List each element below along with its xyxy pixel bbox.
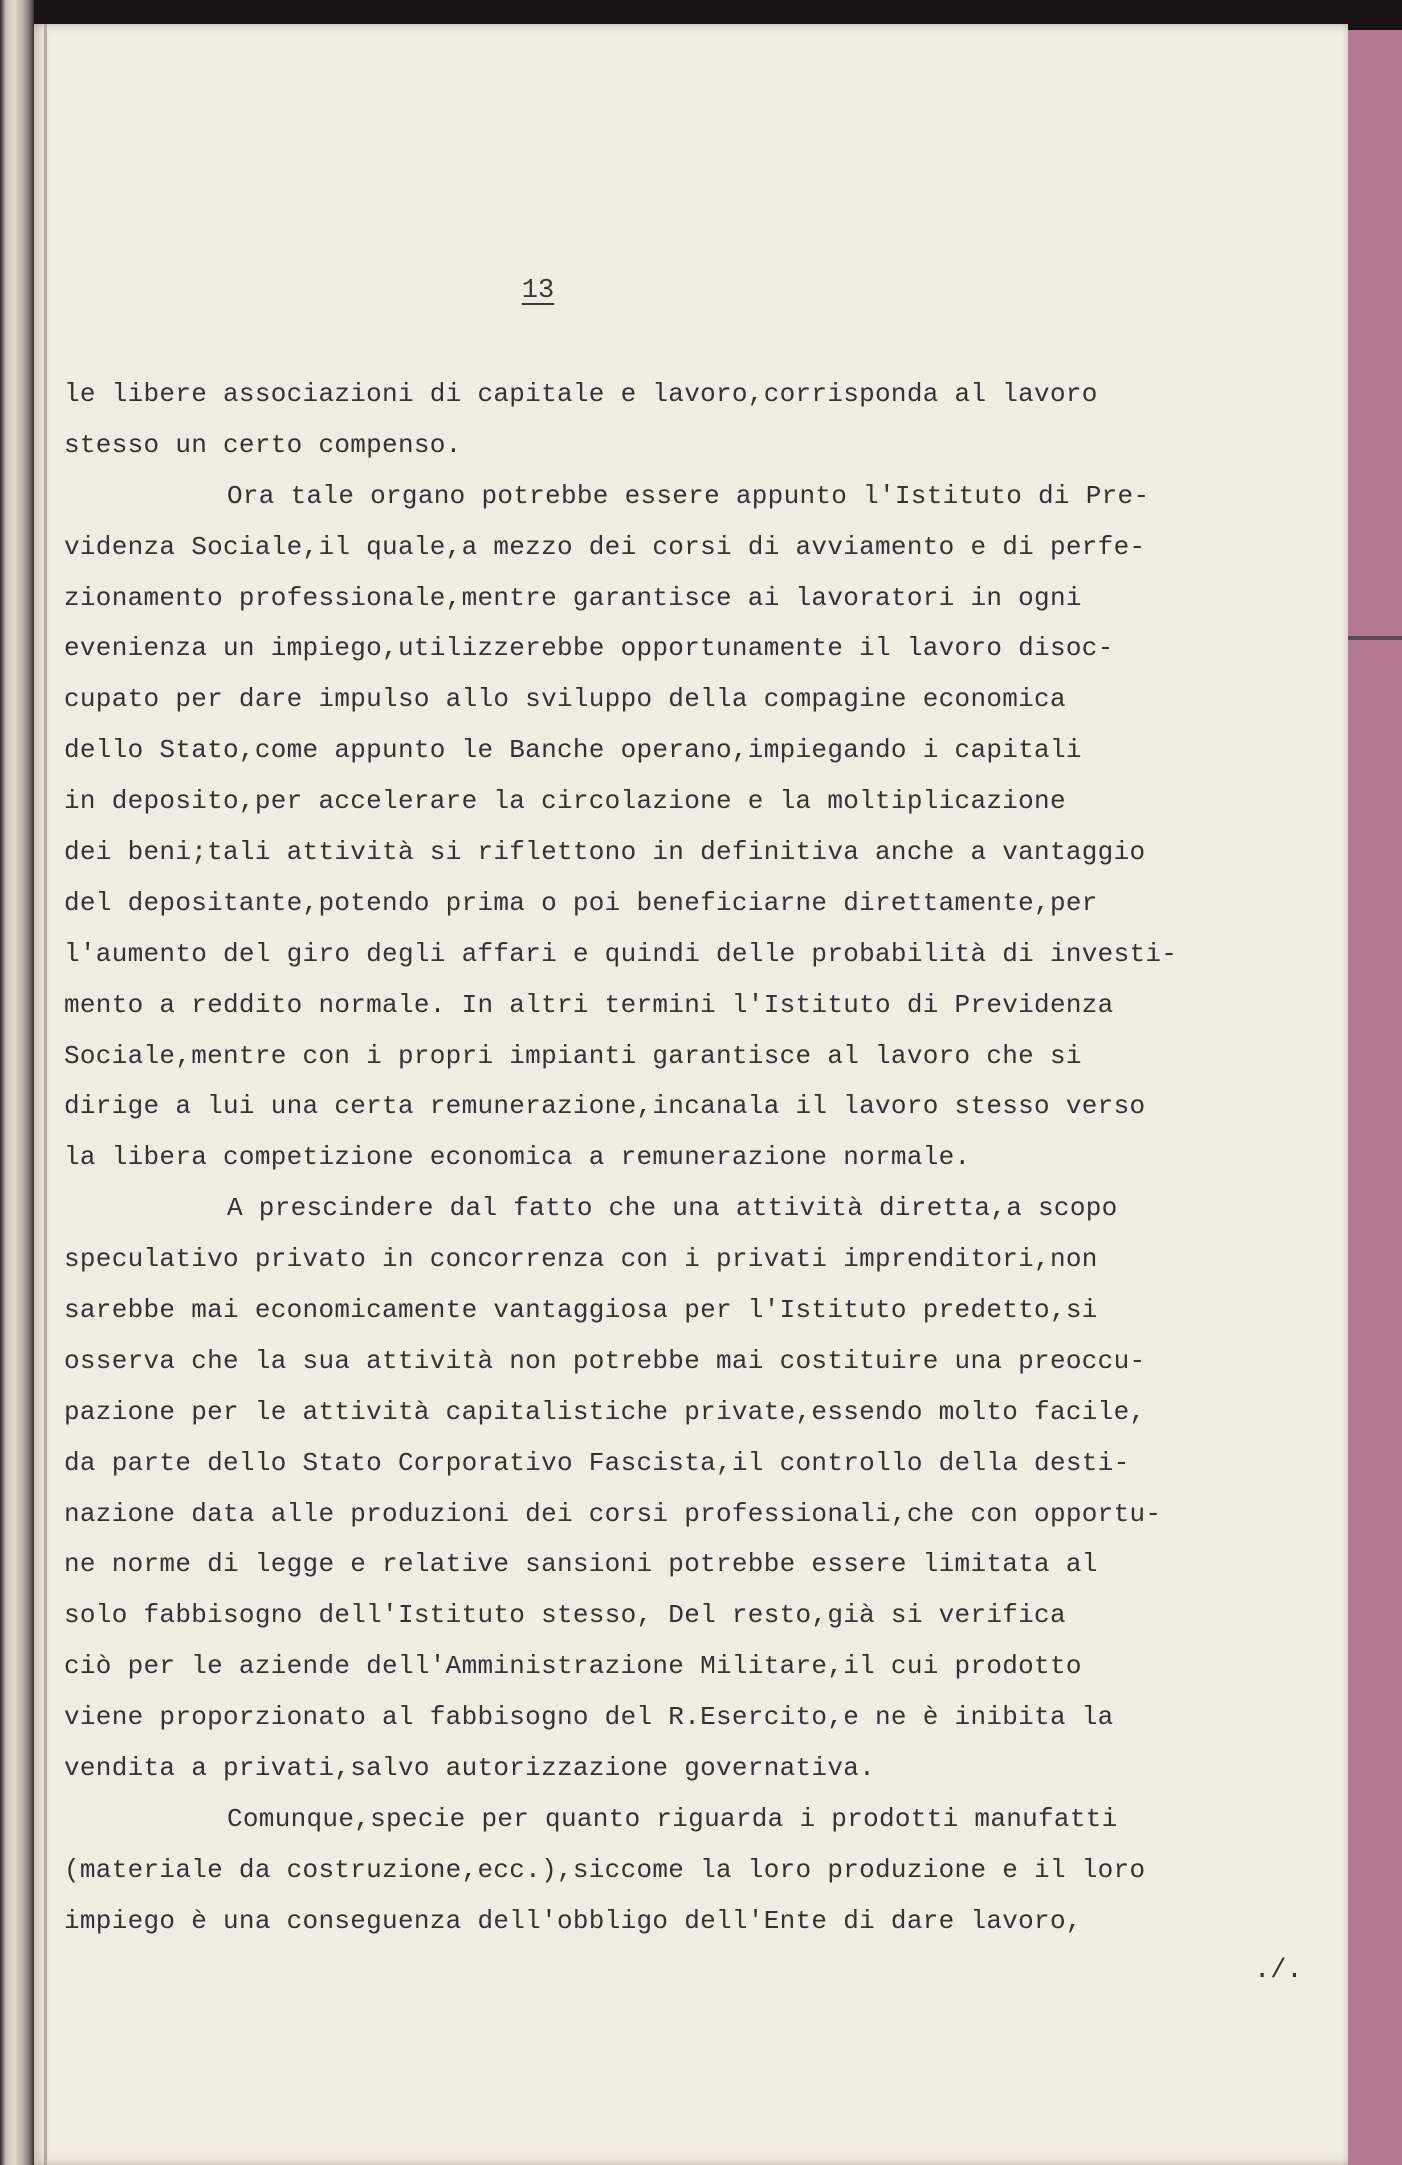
text-line: da parte dello Stato Corporativo Fascista,il controllo della desti- bbox=[64, 1447, 1130, 1478]
text-line: osserva che la sua attività non potrebbe mai costituire una preoccu- bbox=[64, 1345, 1146, 1376]
text-line: ciò per le aziende dell'Amministrazione Militare,il cui prodotto bbox=[64, 1651, 1082, 1682]
text-line: vendita a privati,salvo autorizzazione governativa. bbox=[64, 1753, 876, 1784]
text-line: mento a reddito normale. In altri termini l'Istituto di Previdenza bbox=[64, 989, 1114, 1020]
left-binding-edge bbox=[0, 0, 34, 2165]
text-line: Sociale,mentre con i propri impianti garantisce al lavoro che si bbox=[64, 1040, 1082, 1071]
text-line: in deposito,per accelerare la circolazione e la moltiplicazione bbox=[64, 786, 1066, 817]
text-line: del depositante,potendo prima o poi beneficiarne direttamente,per bbox=[64, 887, 1098, 918]
text-line: solo fabbisogno dell'Istituto stesso, Del resto,già si verifica bbox=[64, 1600, 1066, 1631]
continuation-mark: ./. bbox=[1254, 1956, 1303, 1986]
text-line: cupato per dare impulso allo sviluppo della compagine economica bbox=[64, 684, 1066, 715]
text-line: Comunque,specie per quanto riguarda i prodotti manufatti bbox=[227, 1803, 1118, 1834]
text-line: pazione per le attività capitalistiche private,essendo molto facile, bbox=[64, 1396, 1146, 1427]
text-line: dei beni;tali attività si riflettono in definitiva anche a vantaggio bbox=[64, 837, 1146, 868]
text-line: videnza Sociale,il quale,a mezzo dei corsi di avviamento e di perfe- bbox=[64, 531, 1146, 562]
text-line: la libera competizione economica a remunerazione normale. bbox=[64, 1142, 971, 1173]
typed-page bbox=[34, 24, 1348, 2165]
page-margin-line bbox=[44, 24, 47, 2165]
text-line: (materiale da costruzione,ecc.),siccome la loro produzione e il loro bbox=[64, 1854, 1146, 1885]
text-line: zionamento professionale,mentre garantisce ai lavoratori in ogni bbox=[64, 582, 1082, 613]
folder-cover-crease bbox=[1348, 636, 1402, 640]
text-line: le libere associazioni di capitale e lavoro,corrisponda al lavoro bbox=[64, 379, 1098, 409]
page-number: 13 bbox=[521, 276, 555, 306]
text-line: speculativo privato in concorrenza con i privati imprenditori,non bbox=[64, 1244, 1098, 1275]
text-line: ne norme di legge e relative sansioni potrebbe essere limitata al bbox=[64, 1549, 1098, 1580]
text-line: dirige a lui una certa remunerazione,incanala il lavoro stesso verso bbox=[64, 1091, 1146, 1122]
text-line: l'aumento del giro degli affari e quindi delle probabilità di investi- bbox=[64, 938, 1178, 969]
text-line: evenienza un impiego,utilizzerebbe opportunamente il lavoro disoc- bbox=[64, 633, 1114, 664]
text-line: sarebbe mai economicamente vantaggiosa per l'Istituto predetto,si bbox=[64, 1295, 1098, 1326]
body-text bbox=[64, 369, 1324, 1947]
text-line: Ora tale organo potrebbe essere appunto l'Istituto di Pre- bbox=[227, 480, 1150, 511]
text-line: impiego è una conseguenza dell'obbligo dell'Ente di dare lavoro, bbox=[64, 1905, 1082, 1936]
folder-cover-edge bbox=[1348, 30, 1402, 2165]
text-line: viene proporzionato al fabbisogno del R.Esercito,e ne è inibita la bbox=[64, 1702, 1114, 1733]
text-line: dello Stato,come appunto le Banche operano,impiegando i capitali bbox=[64, 735, 1082, 766]
text-line: nazione data alle produzioni dei corsi professionali,che con opportu- bbox=[64, 1498, 1162, 1529]
text-line: stesso un certo compenso. bbox=[64, 429, 462, 460]
text-line: A prescindere dal fatto che una attività diretta,a scopo bbox=[227, 1193, 1118, 1224]
